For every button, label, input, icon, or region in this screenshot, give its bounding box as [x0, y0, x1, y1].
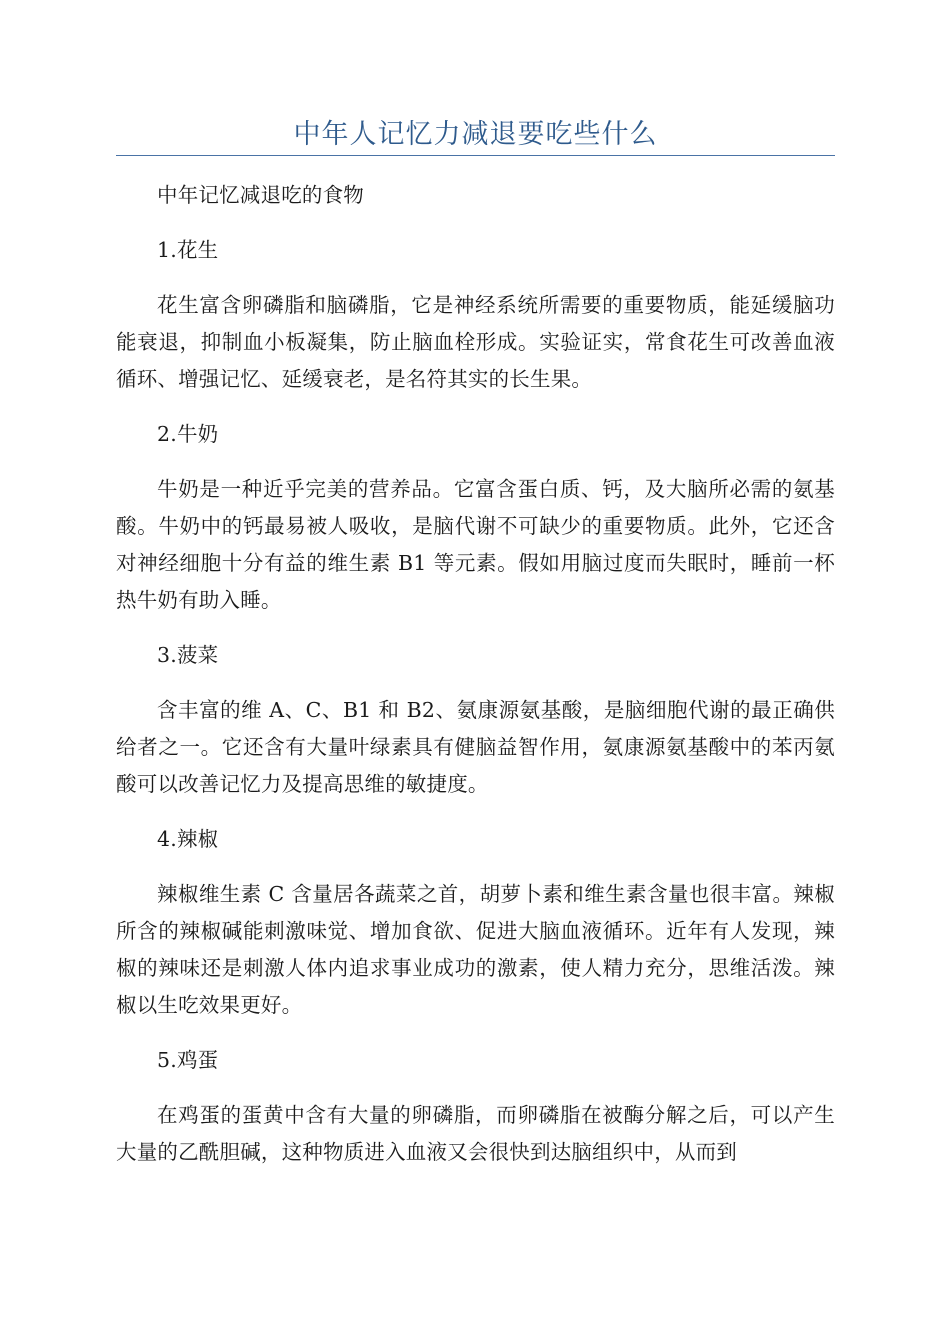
- intro-heading: 中年记忆减退吃的食物: [157, 183, 364, 207]
- section-heading-pepper: 4.辣椒: [157, 827, 219, 851]
- section-body-pepper: 辣椒维生素 C 含量居各蔬菜之首，胡萝卜素和维生素含量也很丰富。辣椒所含的辣椒碱能刺激味觉、增加食欲、促进大脑血液循环。近年有人发现，辣椒的辣味还是刺激人体内追求事业成功的激素，使人精力充分，思维活泼。辣椒以生吃效果更好。: [116, 882, 835, 1017]
- section-heading-egg: 5.鸡蛋: [157, 1048, 219, 1072]
- section-body-peanut: 花生富含卵磷脂和脑磷脂，它是神经系统所需要的重要物质，能延缓脑功能衰退，抑制血小板凝集，防止脑血栓形成。实验证实，常食花生可改善血液循环、增强记忆、延缓衰老，是名符其实的长生果。: [116, 293, 835, 391]
- section-body-egg: 在鸡蛋的蛋黄中含有大量的卵磷脂，而卵磷脂在被酶分解之后，可以产生大量的乙酰胆碱，这种物质进入血液又会很快到达脑组织中，从而到: [116, 1103, 835, 1164]
- document-title: 中年人记忆力减退要吃些什么: [293, 119, 658, 150]
- document-page: [116, 0, 835, 1171]
- section-heading-milk: 2.牛奶: [157, 422, 219, 446]
- title-underline: [116, 155, 835, 156]
- section-body-milk: 牛奶是一种近乎完美的营养品。它富含蛋白质、钙，及大脑所必需的氨基酸。牛奶中的钙最易被人吸收，是脑代谢不可缺少的重要物质。此外，它还含对神经细胞十分有益的维生素 B1 等元素。假如用脑过度而失眠时，睡前一杯热牛奶有助入睡。: [116, 477, 835, 612]
- section-body-spinach: 含丰富的维 A、C、B1 和 B2、氨康源氨基酸，是脑细胞代谢的最正确供给者之一。它还含有大量叶绿素具有健脑益智作用，氨康源氨基酸中的苯丙氨酸可以改善记忆力及提高思维的敏捷度。: [116, 698, 835, 796]
- section-heading-peanut: 1.花生: [157, 238, 219, 262]
- section-heading-spinach: 3.菠菜: [157, 643, 219, 667]
